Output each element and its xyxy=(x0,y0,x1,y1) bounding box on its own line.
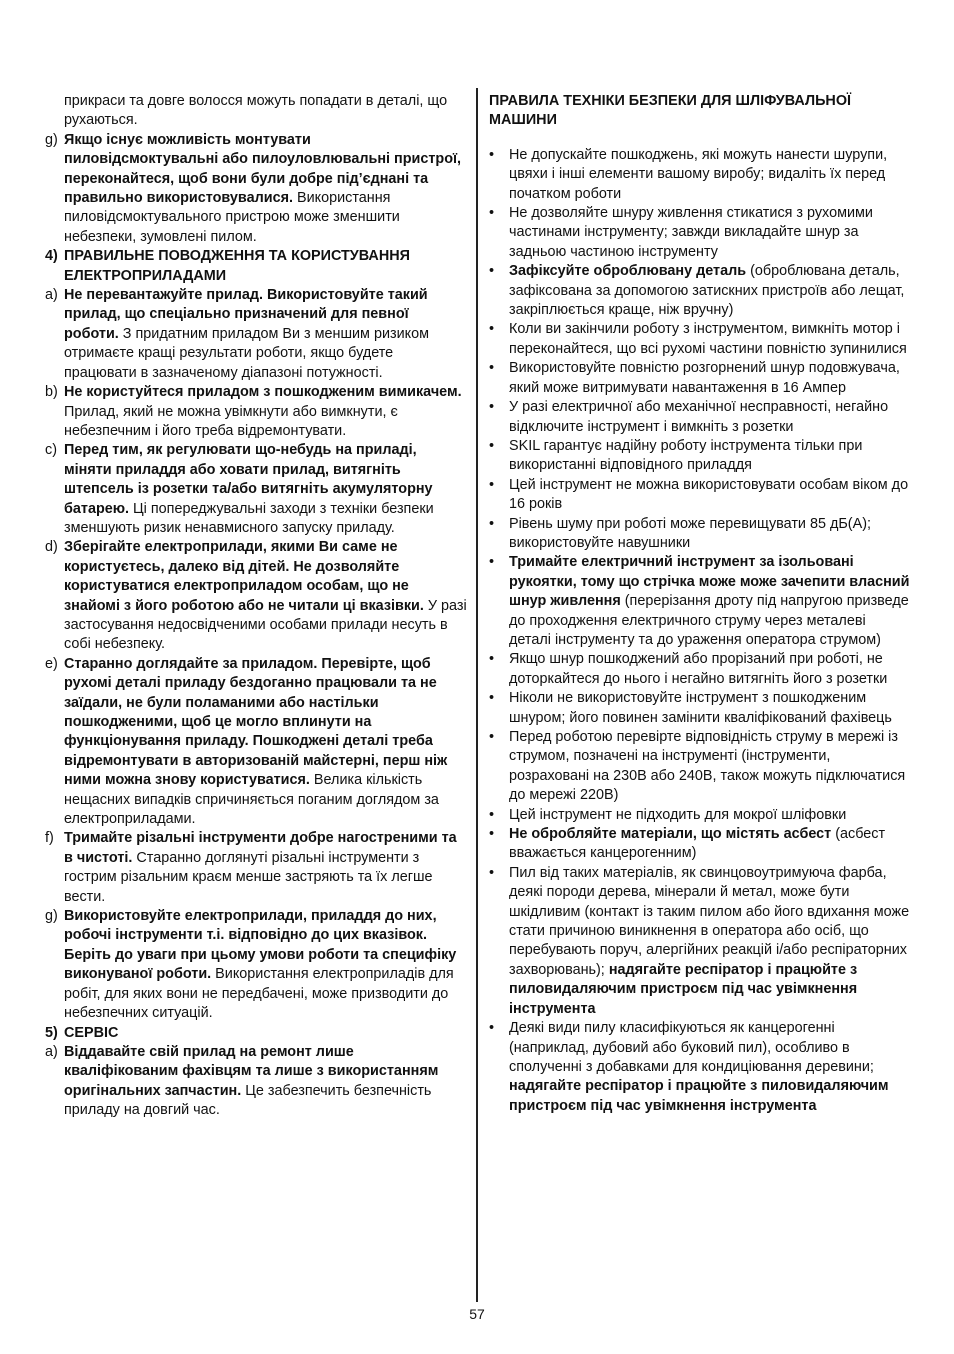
bullet-plain-text: Перед роботою перевірте відповідність струму в мережі із струмом, позначені на інструменті (інструменти, розраховані на 230В або 240В, також можуть підключатися до мережі 220В) xyxy=(509,729,906,804)
bullet-icon: • xyxy=(489,1020,495,1037)
list-item xyxy=(45,655,467,830)
item-bold-text: Використовуйте електроприлади, приладдя до них, робочі інструменти т.і. відповідно до цих вказівок. Беріть до уваги при цьому умови роботи та специфіку виконуваної роботи. xyxy=(64,908,457,983)
bullet-item xyxy=(489,437,911,476)
bullet-text xyxy=(509,515,911,554)
bullet-bold-text: надягайте респіратор і працюйте з пиловидаляючим пристроєм під час увімкнення інструмента xyxy=(509,1078,889,1114)
section-heading-text: СЕРВІС xyxy=(64,1024,119,1041)
bullet-text xyxy=(509,476,911,515)
bullet-bold-text: надягайте респіратор і працюйте з пиловидаляючим пристроєм під час увімкнення інструмента xyxy=(509,961,858,1017)
list-item xyxy=(45,286,467,383)
bullet-plain-text: Не допускайте пошкоджень, які можуть нанести шурупи, цвяхи і інші елементи вашому виробу; видаліть їх перед початком роботи xyxy=(509,146,888,202)
bullet-item xyxy=(489,864,911,1019)
item-label: b) xyxy=(45,384,58,401)
item-text xyxy=(64,907,467,1023)
item-plain-text: Ці попереджувальні заходи з техніки безпеки зменшують ризик ненавмисного запуску приладу. xyxy=(64,500,434,536)
bullet-plain-text: Використовуйте повністю розгорнений шнур подовжувача, який може витримувати навантаження в 16 Ампер xyxy=(509,360,900,396)
bullet-icon: • xyxy=(489,263,495,280)
right-column xyxy=(489,92,911,1116)
bullet-text xyxy=(509,204,911,262)
page-number: 57 xyxy=(469,1306,485,1322)
bullet-plain-text: Коли ви закінчили роботу з інструментом, вимкніть мотор і переконайтеся, що всі рухомі частини повністю зупинилися xyxy=(509,321,907,357)
bullet-plain-text: Якщо шнур пошкоджений або прорізаний при роботі, не доторкайтеся до нього і негайно витягніть його з розетки xyxy=(509,651,888,687)
item-plain-text: Це забезпечить безпечність приладу на довгий час. xyxy=(64,1082,432,1119)
item-label: f) xyxy=(45,830,54,847)
bullet-text xyxy=(509,1019,911,1116)
list-item xyxy=(45,829,467,907)
item-label: e) xyxy=(45,655,58,672)
bullet-text xyxy=(509,553,911,650)
item-text xyxy=(64,441,467,538)
item-text xyxy=(64,131,467,247)
list-item xyxy=(45,1043,467,1121)
section-heading xyxy=(45,247,467,286)
bullet-item xyxy=(489,825,911,864)
bullet-plain-text: (асбест вважається канцерогенним) xyxy=(509,826,886,862)
bullet-plain-text: Деякі види пилу класифікуються як канцерогенні (наприклад, дубовий або буковий пил), особливо в сполученні з добавками для кондиціювання деревини; xyxy=(509,1020,874,1075)
bullet-bold-text: Зафіксуйте оброблювану деталь xyxy=(509,263,747,280)
bullet-icon: • xyxy=(489,729,495,745)
list-item xyxy=(45,907,467,1023)
bullet-plain-text: Ніколи не використовуйте інструмент з пошкодженим шнуром; його повинен замінити кваліфікований фахівець xyxy=(509,690,892,726)
section-title: ПРАВИЛА ТЕХНІКИ БЕЗПЕКИ ДЛЯ ШЛІФУВАЛЬНОЇ МАШИНИ xyxy=(489,93,851,129)
item-text xyxy=(64,538,467,654)
item-plain-text: З придатним приладом Ви з меншим ризиком отримаєте кращі результати роботи, якщо будете працювати в зазначеному діапазоні потужності. xyxy=(64,325,429,381)
left-column xyxy=(45,92,467,1121)
item-plain-text: Використання електроприладів для робіт, для яких вони не передбачені, може призводити до небезпечних ситуацій. xyxy=(64,966,454,1022)
item-bold-text: Тримайте різальні інструменти добре нагостреними та в чистоті. xyxy=(64,830,457,866)
bullet-item xyxy=(489,476,911,515)
bullet-item xyxy=(489,515,911,554)
bullet-item xyxy=(489,262,911,320)
bullet-icon: • xyxy=(489,690,495,707)
bullet-icon: • xyxy=(489,864,495,881)
bullet-icon: • xyxy=(489,554,495,571)
item-text xyxy=(64,286,467,383)
bullet-list xyxy=(489,146,911,1116)
bullet-text xyxy=(509,146,911,204)
item-bold-text: Віддавайте свій прилад на ремонт лише кваліфікованим фахівцям та лише з використанням оригінальних запчастин. xyxy=(64,1043,439,1099)
list-item xyxy=(45,131,467,247)
bullet-text xyxy=(509,398,911,437)
item-label: c) xyxy=(45,442,57,459)
bullet-item xyxy=(489,650,911,689)
bullet-item xyxy=(489,1019,911,1116)
item-text xyxy=(64,655,467,830)
item-plain-text: Старанно доглянуті різальні інструменти з гострим різальним краєм менше застряють та їх легше вести. xyxy=(64,849,433,905)
bullet-text xyxy=(509,825,911,864)
item-label: a) xyxy=(45,287,58,304)
section-number: 5) xyxy=(45,1024,58,1041)
bullet-icon: • xyxy=(489,651,495,668)
bullet-plain-text: У разі електричної або механічної несправності, негайно відключите інструмент і вимкніть з розетки xyxy=(509,399,889,435)
bullet-icon: • xyxy=(489,399,495,416)
bullet-item xyxy=(489,146,911,204)
bullet-icon: • xyxy=(489,146,495,163)
list-item xyxy=(45,383,467,441)
bullet-plain-text: Пил від таких матеріалів, як свинцовоутримуюча фарба, деякі породи дерева, мінерали й метал, може бути шкідливим (контакт із таким пилом або його вдихання може стати причиною виникнення в оператора або осіб, що перебувають поруч, алергійних реакцій і/або респіраторних захворювань); xyxy=(509,864,910,978)
bullet-icon: • xyxy=(489,806,495,823)
item-plain-text: Використання пиловідсмоктувального пристрою може зменшити небезпеки, зумовлені пилом. xyxy=(64,190,400,245)
bullet-text xyxy=(509,262,911,320)
bullet-item xyxy=(489,689,911,728)
bullet-plain-text: Цей інструмент не підходить для мокрої шліфовки xyxy=(509,806,847,823)
bullet-text xyxy=(509,320,911,359)
item-bold-text: Зберігайте електроприлади, якими Ви саме не користуєтесь, далеко від дітей. Не дозволяйте користуватися електроприладом особам, що не знайомі з його роботою або не читали ці вказівки. xyxy=(64,539,424,614)
bullet-plain-text: Цей інструмент не можна використовувати особам віком до 16 років xyxy=(509,476,909,513)
item-plain-text: У разі застосування недосвідченими особами прилади несуть в собі небезпеку. xyxy=(64,597,467,653)
bullet-icon: • xyxy=(489,205,495,222)
item-label: g) xyxy=(45,131,58,148)
bullet-item xyxy=(489,553,911,650)
item-plain-text: Велика кількість нещасних випадків спричиняється поганим доглядом за електроприладами. xyxy=(64,772,439,828)
bullet-plain-text: (оброблювана деталь, зафіксована за допомогою затискних пристроїв або лещат, закріплюється краще, ніж вручну) xyxy=(509,263,905,319)
paragraph-continuation: прикраси та довге волосся можуть попадати в деталі, що рухаються. xyxy=(64,93,448,129)
item-bold-text: Перед тим, як регулювати що-небудь на приладі, міняти приладдя або ховати прилад, витягніть штепсель із розетки та/або витягніть акумуляторну батарею. xyxy=(64,442,433,517)
bullet-bold-text: Не обробляйте матеріали, що містять асбест xyxy=(509,826,832,843)
bullet-plain-text: (перерізання дроту під напругою призведе до проходження електричного струму через металеві деталі інструменту та до ураження оператора струмом) xyxy=(509,593,909,648)
list-item xyxy=(45,538,467,654)
bullet-bold-text: Тримайте електричний інструмент за ізольовані рукоятки, тому що стрічка може може зачепити власний шнур живлення xyxy=(509,554,910,610)
bullet-icon: • xyxy=(489,476,495,493)
column-divider xyxy=(476,88,478,1302)
item-bold-text: Не перевантажуйте прилад. Використовуйте такий прилад, що спеціально призначений для певної роботи. xyxy=(64,287,428,342)
bullet-item xyxy=(489,398,911,437)
bullet-text xyxy=(509,728,911,806)
item-bold-text: Не користуйтеся приладом з пошкодженим вимикачем. xyxy=(64,384,462,401)
item-text xyxy=(64,829,467,907)
bullet-text xyxy=(509,689,911,728)
bullet-item xyxy=(489,728,911,806)
section-heading xyxy=(45,1024,467,1043)
section-number: 4) xyxy=(45,248,58,265)
section-heading-text: ПРАВИЛЬНЕ ПОВОДЖЕННЯ ТА КОРИСТУВАННЯ ЕЛЕКТРОПРИЛАДАМИ xyxy=(64,248,410,284)
item-label: g) xyxy=(45,908,58,925)
bullet-plain-text: Рівень шуму при роботі може перевищувати 85 дБ(A); використовуйте навушники xyxy=(509,515,871,551)
bullet-item xyxy=(489,806,911,825)
bullet-icon: • xyxy=(489,360,495,377)
bullet-icon: • xyxy=(489,515,495,532)
bullet-icon: • xyxy=(489,826,495,843)
bullet-plain-text: SKIL гарантує надійну роботу інструмента тільки при використанні відповідного приладдя xyxy=(509,437,863,474)
list-item xyxy=(45,441,467,538)
item-plain-text: Прилад, який не можна увімкнути або вимкнути, є небезпечним і його треба відремонтувати. xyxy=(64,403,398,439)
bullet-item xyxy=(489,320,911,359)
bullet-item xyxy=(489,204,911,262)
bullet-item xyxy=(489,359,911,398)
bullet-plain-text: Не дозволяйте шнуру живлення стикатися з рухомими частинами інструменту; завжди викладайте шнур за задньою частиною інструменту xyxy=(509,205,873,260)
item-text xyxy=(64,383,467,441)
item-label: d) xyxy=(45,539,58,556)
item-bold-text: Старанно доглядайте за приладом. Перевірте, щоб рухомі деталі приладу бездоганно працювали та не заїдали, не були поламаними або настільки пошкодженими, щоб це могло вплинути на функціонування приладу. Пошкоджені деталі треба відремонтувати в авторизованій майстерні, перш ніж ними можна знову користуватися. xyxy=(64,655,448,789)
bullet-text xyxy=(509,864,911,1019)
bullet-icon: • xyxy=(489,437,495,454)
bullet-text xyxy=(509,437,911,476)
item-label: a) xyxy=(45,1043,58,1060)
bullet-text xyxy=(509,359,911,398)
item-bold-text: Якщо існує можливість монтувати пиловідсмоктувальні або пилоуловлювальні пристрої, переконайтеся, щоб вони були добре під’єднані та правильно використовувалися. xyxy=(64,131,462,207)
bullet-icon: • xyxy=(489,321,495,338)
bullet-text xyxy=(509,806,911,825)
bullet-text xyxy=(509,650,911,689)
item-text xyxy=(64,1043,467,1121)
